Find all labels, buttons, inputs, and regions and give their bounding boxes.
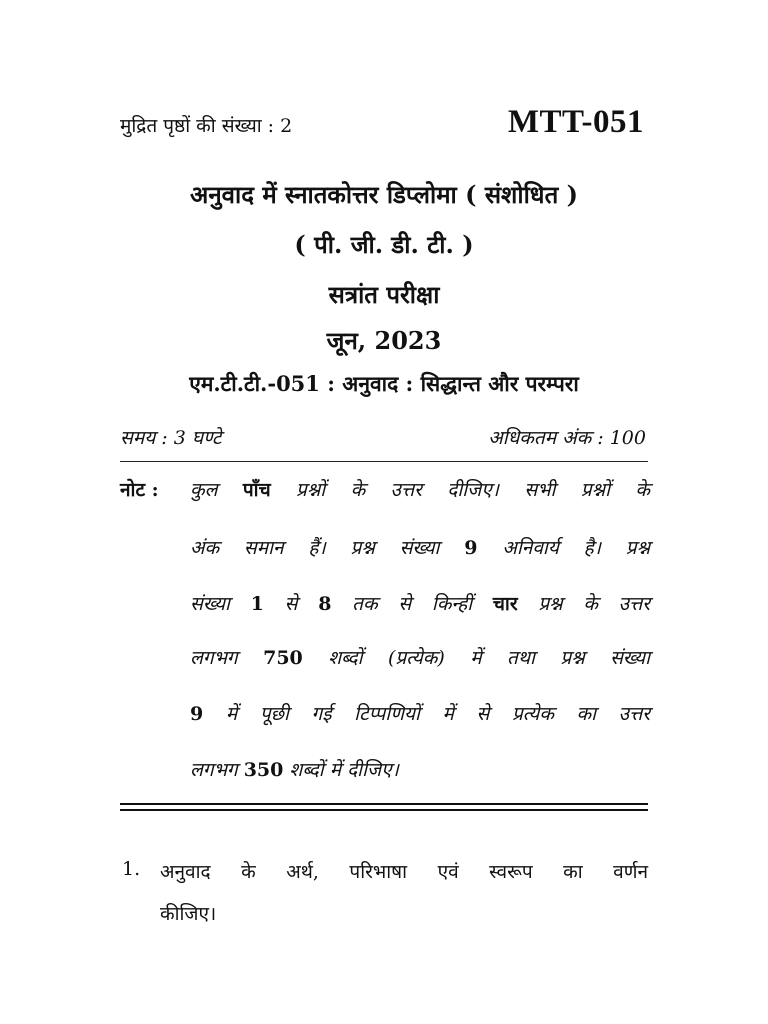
note-line (190, 590, 650, 616)
note-emphasis: पाँच (242, 479, 271, 501)
note-line (190, 644, 650, 670)
note-text: संख्या (190, 593, 251, 615)
note-emphasis: चार (492, 593, 518, 615)
note-text: शब्दों (प्रत्येक) में तथा प्रश्न संख्या (302, 647, 650, 669)
note-text: लगभग (190, 647, 264, 669)
question-text-line: अनुवाद के अर्थ, परिभाषा एवं स्वरूप का वर्णन (160, 861, 648, 883)
note-text: अनिवार्य है। प्रश्न (477, 537, 650, 559)
section-divider (120, 803, 648, 811)
note-text: तक से किन्हीं (331, 593, 493, 615)
course-code: MTT-051 (507, 104, 644, 140)
exam-title: सत्रांत परीक्षा (328, 280, 440, 309)
note-text: में पूछी गई टिप्पणियों में से प्रत्येक का उत्तर (203, 703, 650, 725)
note-text: कुल (190, 479, 243, 501)
note-emphasis: 350 (243, 759, 284, 781)
maximum-marks: अधिकतम अंक : 100 (488, 427, 646, 449)
question-number: 1. (122, 858, 141, 880)
note-text: प्रश्न के उत्तर (517, 593, 650, 615)
exam-session: जून, 2023 (326, 326, 442, 355)
program-title: अनुवाद में स्नातकोत्तर डिप्लोमा ( संशोधित ) (190, 180, 578, 209)
note-text: शब्दों में दीजिए। (283, 759, 399, 781)
note-line (190, 534, 650, 560)
note-emphasis: 9 (190, 703, 204, 725)
time-allowed: समय : 3 घण्टे (120, 427, 222, 449)
note-text: प्रश्नों के उत्तर दीजिए। सभी प्रश्नों के (270, 479, 650, 501)
header-divider (120, 461, 648, 462)
note-text: लगभग (190, 759, 244, 781)
question-text-line: कीजिए। (160, 903, 217, 925)
printed-pages-count: मुद्रित पृष्ठों की संख्या : 2 (120, 115, 293, 137)
note-text: अंक समान हैं। प्रश्न संख्या (190, 537, 465, 559)
note-text: से (263, 593, 319, 615)
note-line (190, 756, 650, 782)
note-emphasis: 9 (464, 537, 478, 559)
note-emphasis: 750 (263, 647, 303, 669)
paper-title: एम.टी.टी.-051 : अनुवाद : सिद्धान्त और परम्परा (189, 371, 579, 396)
program-abbreviation: ( पी. जी. डी. टी. ) (294, 230, 474, 259)
note-emphasis: 1 (250, 593, 264, 615)
note-label: नोट : (120, 479, 159, 501)
note-emphasis: 8 (318, 593, 332, 615)
note-line (190, 476, 650, 502)
note-line (190, 700, 650, 726)
